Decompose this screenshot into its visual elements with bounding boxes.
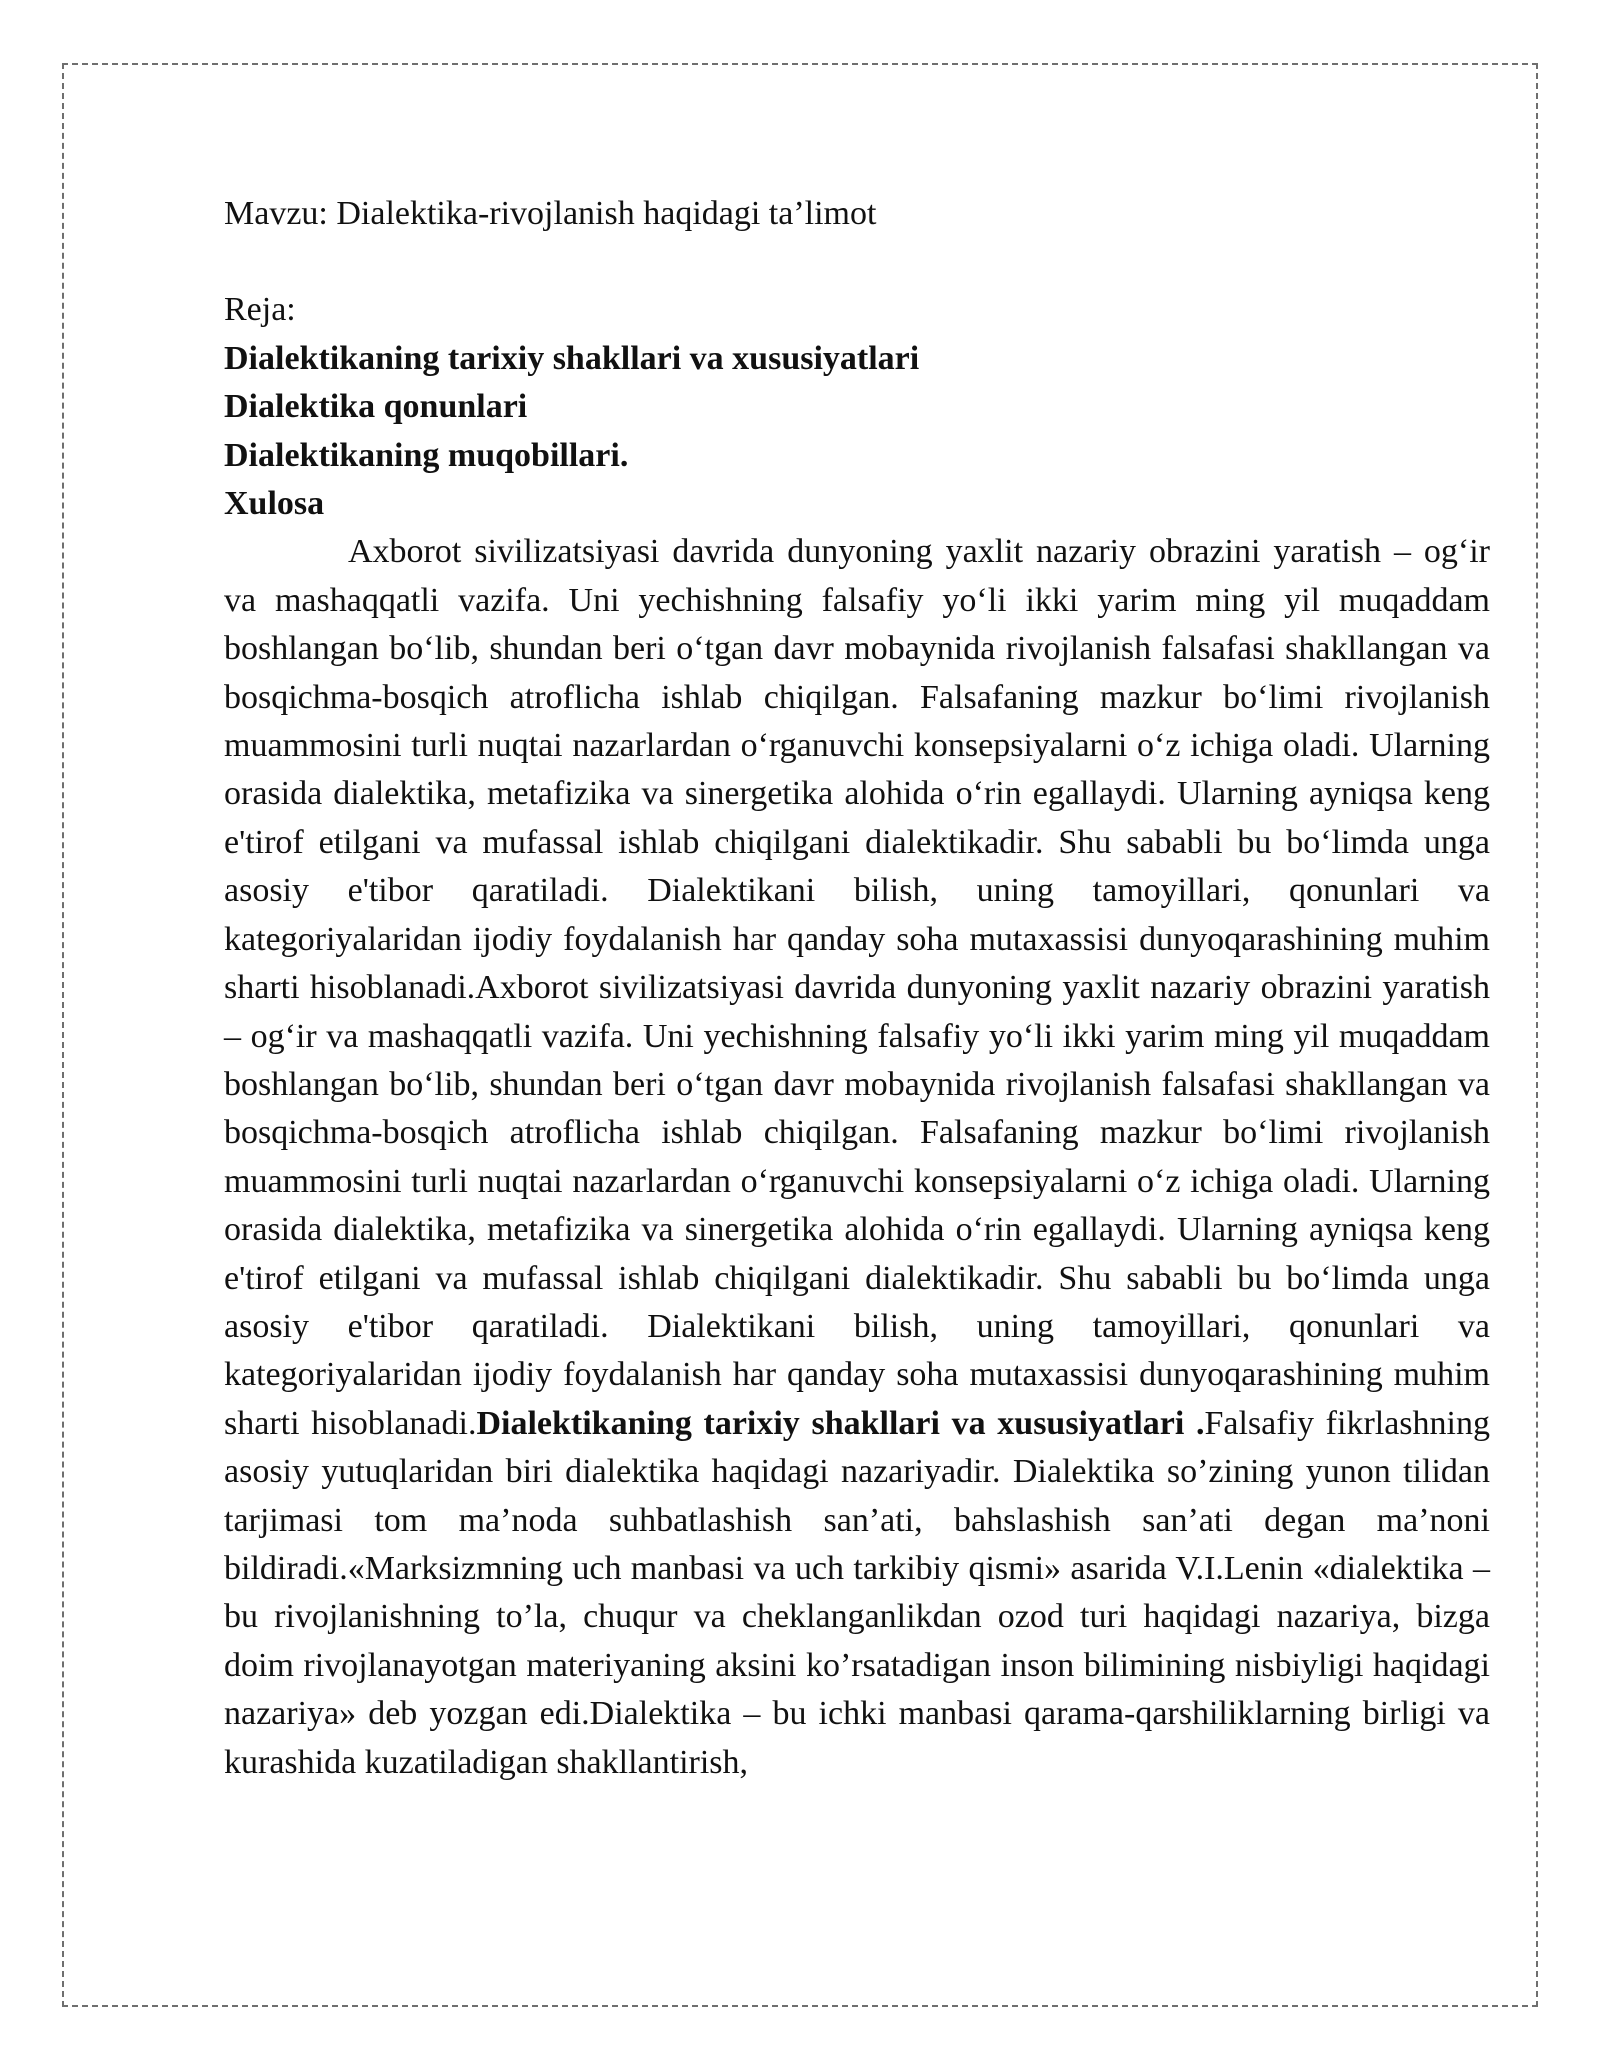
- body-paragraph: [224, 528, 1490, 1787]
- paragraph-text-continued: Falsafiy fikrlashning asosiy yutuqlaridan biri dialektika haqidagi nazariyadir. Dialektika so’zining yunon tilidan tarjimasi tom ma’noda suhbatlashish san’ati, bahslashish san’ati degan ma’noni bildiradi.«Marksizmning uch manbasi va uch tarkibiy qismi» asarida V.I.Lenin «dialektika – bu rivojlanishning to’la, chuqur va cheklanganlikdan ozod turi haqidagi nazariya, bizga doim rivojlanayotgan materiyaning aksini ko’rsatadigan inson bilimining nisbiyligi haqidagi nazariya» deb yozgan edi.Dialektika – bu ichki manbasi qarama-qarshiliklarning birligi va kurashida kuzatiladigan shakllantirish,: [224, 1404, 1490, 1781]
- plan-item: Dialektikaning muqobillari.: [224, 436, 629, 474]
- plan-item: Dialektikaning tarixiy shakllari va xususiyatlari: [224, 339, 920, 377]
- plan-list: [224, 335, 1490, 529]
- paragraph-text: Axborot sivilizatsiyasi davrida dunyoning yaxlit nazariy obrazini yaratish – og‘ir va mashaqqatli vazifa. Uni yechishning falsafiy yo‘li ikki yarim ming yil muqaddam boshlangan bo‘lib, shundan beri o‘tgan davr mobaynida rivojlanish falsafasi shakllangan va bosqichma-bosqich atroflicha ishlab chiqilgan. Falsafaning mazkur bo‘limi rivojlanish muammosini turli nuqtai nazarlardan o‘rganuvchi konsepsiyalarni o‘z ichiga oladi. Ularning orasida dialektika, metafizika va sinergetika alohida o‘rin egallaydi. Ularning ayniqsa keng e'tirof etilgani va mufassal ishlab chiqilgani dialektikadir. Shu sababli bu bo‘limda unga asosiy e'tibor qaratiladi. Dialektikani bilish, uning tamoyillari, qonunlari va kategoriyalaridan ijodiy foydalanish har qanday soha mutaxassisi dunyoqarashining muhim sharti hisoblanadi.Axborot sivilizatsiyasi davrida dunyoning yaxlit nazariy obrazini yaratish – og‘ir va mashaqqatli vazifa. Uni yechishning falsafiy yo‘li ikki yarim ming yil muqaddam boshlangan bo‘lib, shundan beri o‘tgan davr mobaynida rivojlanish falsafasi shakllangan va bosqichma-bosqich atroflicha ishlab chiqilgan. Falsafaning mazkur bo‘limi rivojlanish muammosini turli nuqtai nazarlardan o‘rganuvchi konsepsiyalarni o‘z ichiga oladi. Ularning orasida dialektika, metafizika va sinergetika alohida o‘rin egallaydi. Ularning ayniqsa keng e'tirof etilgani va mufassal ishlab chiqilgani dialektikadir. Shu sababli bu bo‘limda unga asosiy e'tibor qaratiladi. Dialektikani bilish, uning tamoyillari, qonunlari va kategoriyalaridan ijodiy foydalanish har qanday soha mutaxassisi dunyoqarashining muhim sharti hisoblanadi.: [224, 533, 1490, 1442]
- plan-item: Xulosa: [224, 485, 325, 523]
- plan-label: Reja:: [224, 291, 296, 329]
- document-body: [224, 190, 1490, 1787]
- plan-item: Dialektika qonunlari: [224, 388, 528, 426]
- topic-line: Mavzu: Dialektika-rivojlanish haqidagi ta’limot: [224, 195, 877, 232]
- inline-section-heading: Dialektikaning tarixiy shakllari va xususiyatlari .: [476, 1404, 1205, 1442]
